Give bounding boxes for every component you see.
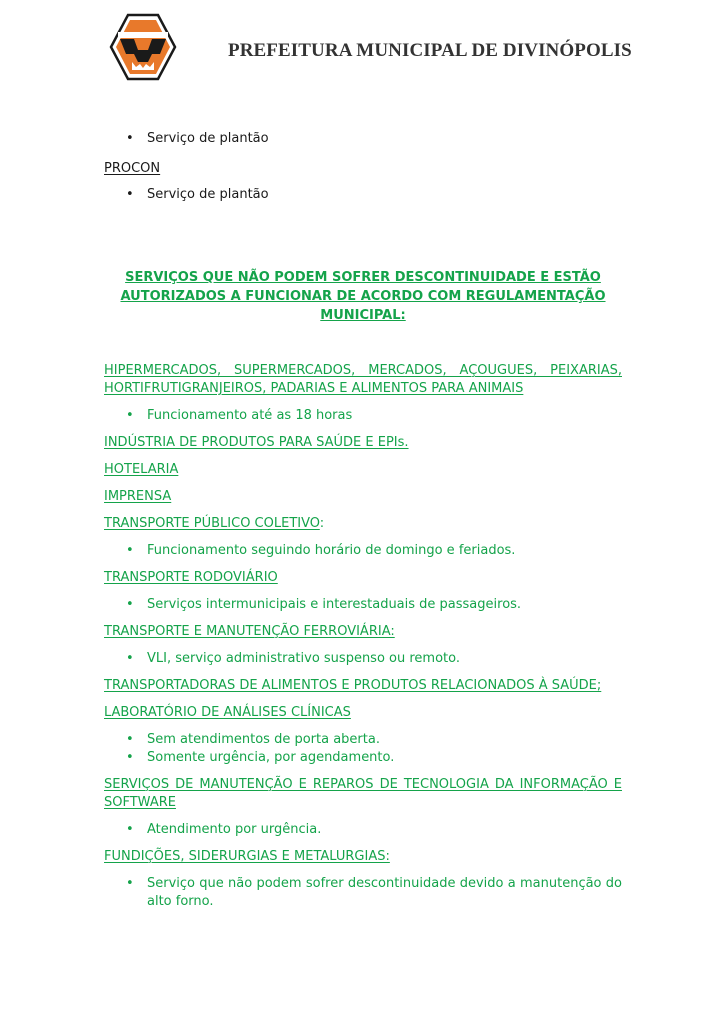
transporte-rodoviario-list — [104, 596, 622, 614]
section-title-fundicoes: FUNDIÇÕES, SIDERURGIAS E METALURGIAS: — [104, 849, 390, 864]
section-title-hotelaria: HOTELARIA — [104, 462, 179, 477]
transporte-publico-title: TRANSPORTE PÚBLICO COLETIVO — [104, 516, 320, 531]
laboratorio-list — [104, 731, 622, 767]
list-item: • Somente urgência, por agendamento. — [104, 749, 622, 767]
ferroviaria-list — [104, 650, 622, 668]
services-list — [104, 362, 622, 911]
divinopolis-coat-of-arms-icon — [108, 12, 178, 82]
page-header — [0, 0, 724, 100]
fundicoes-list — [104, 875, 622, 911]
section-title-ferroviaria: TRANSPORTE E MANUTENÇÃO FERROVIÁRIA: — [104, 624, 395, 639]
top-list — [104, 130, 622, 148]
list-item: • Serviços intermunicipais e interestaduais de passageiros. — [104, 596, 622, 614]
page-header-title: PREFEITURA MUNICIPAL DE DIVINÓPOLIS — [228, 40, 632, 61]
list-item: • Sem atendimentos de porta aberta. — [104, 731, 622, 749]
section-title-hipermercados: HIPERMERCADOS, SUPERMERCADOS, MERCADOS, AÇOUGUES, PEIXARIAS, HORTIFRUTIGRANJEIROS, PADARIAS E ALIMENTOS PARA ANIMAIS — [104, 363, 622, 396]
section-title-transportadoras: TRANSPORTADORAS DE ALIMENTOS E PRODUTOS RELACIONADOS À SAÚDE; — [104, 678, 602, 693]
hipermercados-list — [104, 407, 622, 425]
list-item: • Atendimento por urgência. — [104, 821, 622, 839]
document-body — [104, 130, 622, 911]
list-item: • Serviço que não podem sofrer descontinuidade devido a manutenção do alto forno. — [104, 875, 622, 911]
list-item: • Funcionamento até as 18 horas — [104, 407, 622, 425]
section-title-transporte-rodoviario: TRANSPORTE RODOVIÁRIO — [104, 570, 278, 585]
transporte-publico-suffix: : — [319, 516, 325, 531]
section-title-ti: SERVIÇOS DE MANUTENÇÃO E REPAROS DE TECNOLOGIA DA INFORMAÇÃO E SOFTWARE — [104, 777, 622, 810]
list-item: • VLI, serviço administrativo suspenso ou remoto. — [104, 650, 622, 668]
procon-list — [104, 186, 622, 204]
ti-list — [104, 821, 622, 839]
list-item: • Serviço de plantão — [104, 130, 622, 148]
section-heading: SERVIÇOS QUE NÃO PODEM SOFRER DESCONTINUIDADE E ESTÃO AUTORIZADOS A FUNCIONAR DE ACORDO COM REGULAMENTAÇÃO MUNICIPAL: — [120, 270, 606, 323]
procon-title: PROCON — [104, 161, 161, 176]
section-title-industria: INDÚSTRIA DE PRODUTOS PARA SAÚDE E EPIs. — [104, 435, 409, 450]
list-item: • Funcionamento seguindo horário de domingo e feriados. — [104, 542, 622, 560]
transporte-publico-list — [104, 542, 622, 560]
section-title-imprensa: IMPRENSA — [104, 489, 172, 504]
list-item: • Serviço de plantão — [104, 186, 622, 204]
section-title-transporte-publico — [104, 515, 622, 533]
section-title-laboratorio: LABORATÓRIO DE ANÁLISES CLÍNICAS — [104, 705, 351, 720]
